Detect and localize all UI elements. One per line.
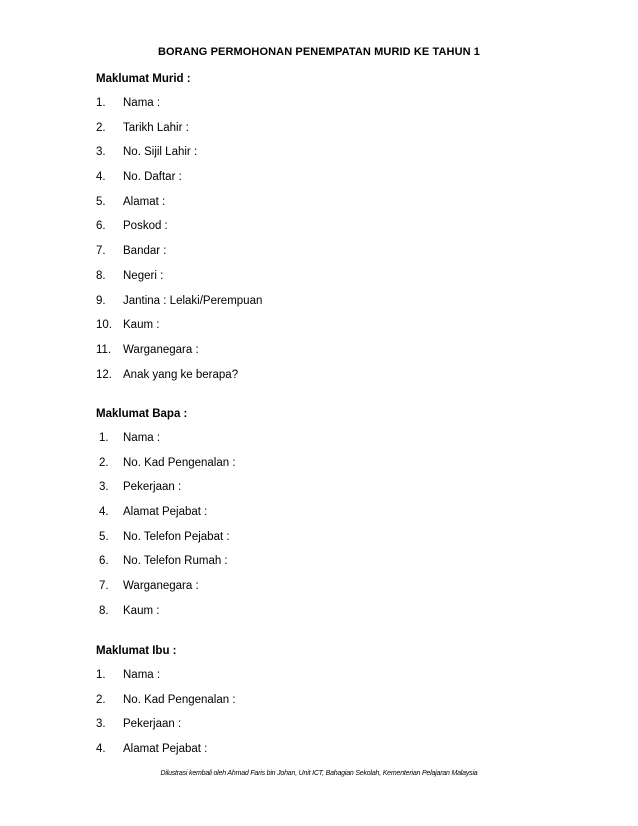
list-item [96,740,556,765]
item-label: Tarikh Lahir : [123,121,189,134]
item-label: Alamat Pejabat : [123,506,208,519]
list-item [96,292,556,317]
list-item [96,242,556,267]
list-item [96,503,556,528]
item-label: Nama : [123,97,161,109]
list-item [96,528,556,553]
item-label: Warganegara : [123,343,199,356]
list-item [96,602,556,627]
item-number: 9. [96,294,106,307]
list-item [96,429,556,454]
list-item [96,341,556,366]
item-number: 12. [96,368,112,381]
list-item [96,691,556,716]
document-footer: Dilustrasi kembali oleh Ahmad Faris bin Johan, Unit ICT, Bahagian Sekolah, Kementerian Pelajaran Malaysia [160,770,478,777]
item-label: No. Kad Pengenalan : [123,693,236,706]
item-number: 4. [99,506,109,519]
item-number: 6. [96,220,106,233]
item-number: 4. [96,171,106,184]
item-number: 5. [96,195,106,208]
list-item [96,478,556,503]
item-label: No. Telefon Rumah : [123,555,228,568]
item-number: 7. [96,245,106,258]
list-item [96,577,556,602]
item-label: Anak yang ke berapa? [123,368,239,381]
section-maklumat-murid [96,70,556,390]
item-number: 3. [99,481,109,494]
section-maklumat-bapa [96,405,556,627]
item-label: Pekerjaan : [123,481,182,494]
item-label: Bandar : [123,245,167,258]
list-item [96,143,556,168]
item-label: Nama : [123,669,161,681]
item-number: 1. [96,669,106,681]
item-label: Alamat Pejabat : [123,743,208,756]
item-label: Nama : [123,432,161,444]
list-item [96,94,556,119]
item-label: No. Kad Pengenalan : [123,456,236,469]
item-label: Kaum : [123,319,160,332]
item-number: 8. [96,269,106,282]
list-item [96,316,556,341]
item-number: 7. [99,580,109,593]
section-heading: Maklumat Bapa : [96,408,188,420]
item-label: Jantina : Lelaki/Perempuan [123,294,263,307]
item-label: No. Telefon Pejabat : [123,530,230,543]
item-number: 11. [96,343,112,356]
item-number: 4. [96,743,106,756]
item-number: 10. [96,319,112,332]
item-number: 2. [96,121,106,134]
item-number: 2. [99,456,109,469]
item-number: 3. [96,146,106,159]
list-item [96,366,556,391]
item-number: 6. [99,555,109,568]
item-number: 1. [96,97,106,109]
list-item [96,715,556,740]
item-number: 5. [99,530,109,543]
item-number: 2. [96,693,106,706]
list-item [96,168,556,193]
list-item [96,552,556,577]
list-item [96,119,556,144]
item-label: Alamat : [123,195,166,208]
item-label: No. Sijil Lahir : [123,146,198,159]
item-label: Kaum : [123,604,160,617]
item-number: 1. [99,432,109,444]
item-label: Poskod : [123,220,168,233]
list-item [96,666,556,691]
item-number: 8. [99,604,109,617]
section-heading: Maklumat Murid : [96,73,191,85]
section-heading: Maklumat Ibu : [96,645,177,657]
list-item [96,267,556,292]
list-item [96,193,556,218]
list-item [96,217,556,242]
item-label: Negeri : [123,269,164,282]
item-label: Pekerjaan : [123,718,182,731]
item-label: No. Daftar : [123,171,182,184]
section-maklumat-ibu [96,642,556,765]
document-title: BORANG PERMOHONAN PENEMPATAN MURID KE TAHUN 1 [157,46,481,58]
item-number: 3. [96,718,106,731]
item-label: Warganegara : [123,580,199,593]
list-item [96,454,556,479]
